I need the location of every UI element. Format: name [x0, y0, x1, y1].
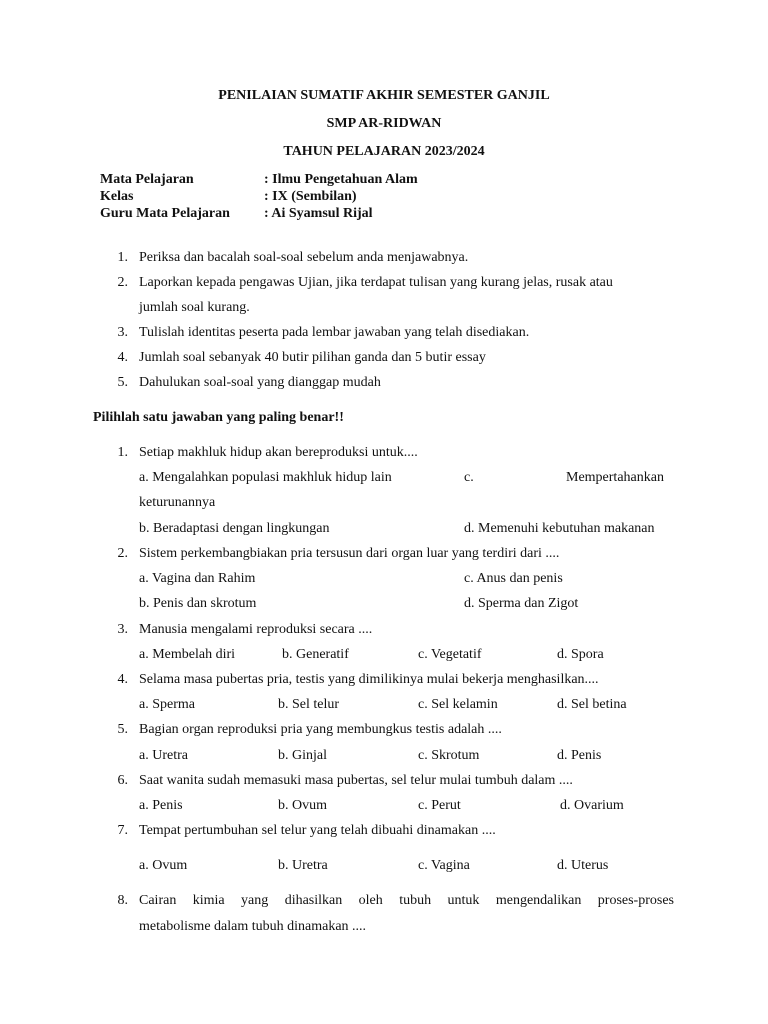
exam-title: PENILAIAN SUMATIF AKHIR SEMESTER GANJIL [218, 88, 550, 103]
question-text: Saat wanita sudah memasuki masa pubertas, sel telur mulai tumbuh dalam .... [139, 773, 573, 788]
option-c: c. Skrotum [418, 748, 480, 763]
option-d: d. Memenuhi kebutuhan makanan [464, 521, 655, 536]
option-d: d. Sperma dan Zigot [464, 596, 579, 611]
identity-block [100, 171, 418, 222]
identity-row-class [100, 188, 418, 205]
question-number: 8. [117, 893, 128, 908]
option-a: a. Ovum [139, 858, 188, 873]
question-number: 3. [117, 622, 128, 637]
question-text: Setiap makhluk hidup akan bereproduksi untuk.... [139, 445, 418, 460]
question-number: 2. [117, 546, 128, 561]
option-d: d. Ovarium [560, 798, 624, 813]
option-b: b. Penis dan skrotum [139, 596, 257, 611]
question-number: 7. [117, 823, 128, 838]
option-d: d. Spora [557, 647, 604, 662]
instruction-text: Laporkan kepada pengawas Ujian, jika terdapat tulisan yang kurang jelas, rusak atau [139, 275, 613, 290]
teacher-value: : Ai Syamsul Rijal [264, 206, 373, 221]
instruction-text: Jumlah soal sebanyak 40 butir pilihan ganda dan 5 butir essay [139, 350, 486, 365]
option-c-letter: c. [464, 470, 474, 485]
section-heading: Pilihlah satu jawaban yang paling benar!! [93, 410, 344, 425]
school-name: SMP AR-RIDWAN [326, 116, 442, 131]
question-text: Tempat pertumbuhan sel telur yang telah dibuahi dinamakan .... [139, 823, 496, 838]
option-a: a. Uretra [139, 748, 188, 763]
instruction-number: 4. [117, 350, 128, 365]
identity-row-subject [100, 171, 418, 188]
option-b: b. Sel telur [278, 697, 340, 712]
option-c: c. Sel kelamin [418, 697, 498, 712]
question-text: Cairan kimia yang dihasilkan oleh tubuh untuk mengendalikan proses-proses [139, 893, 674, 908]
option-b: b. Uretra [278, 858, 328, 873]
teacher-label: Guru Mata Pelajaran [100, 206, 230, 221]
question-number: 1. [117, 445, 128, 460]
question-number: 6. [117, 773, 128, 788]
question-text: Bagian organ reproduksi pria yang membungkus testis adalah .... [139, 722, 502, 737]
instruction-number: 5. [117, 375, 128, 390]
school-year: TAHUN PELAJARAN 2023/2024 [283, 144, 485, 159]
option-b: b. Ginjal [278, 748, 327, 763]
question-text-continued: metabolisme dalam tubuh dinamakan .... [139, 919, 367, 934]
subject-value: : Ilmu Pengetahuan Alam [264, 172, 418, 187]
option-a: a. Penis [139, 798, 183, 813]
instruction-number: 1. [117, 250, 128, 265]
option-a: a. Vagina dan Rahim [139, 571, 256, 586]
question-number: 5. [117, 722, 128, 737]
option-c: c. Vagina [418, 858, 470, 873]
option-a: a. Membelah diri [139, 647, 236, 662]
subject-label: Mata Pelajaran [100, 172, 194, 187]
class-label: Kelas [100, 189, 134, 204]
option-b: b. Generatif [282, 647, 349, 662]
option-c: c. Perut [418, 798, 461, 813]
instruction-text: Periksa dan bacalah soal-soal sebelum anda menjawabnya. [139, 250, 469, 265]
question-text: Manusia mengalami reproduksi secara .... [139, 622, 373, 637]
option-a: a. Sperma [139, 697, 195, 712]
option-d: d. Penis [557, 748, 602, 763]
option-c: c. Vegetatif [418, 647, 482, 662]
option-c: c. Anus dan penis [464, 571, 563, 586]
class-value: : IX (Sembilan) [264, 189, 357, 204]
question-text: Sistem perkembangbiakan pria tersusun dari organ luar yang terdiri dari .... [139, 546, 560, 561]
instruction-number: 2. [117, 275, 128, 290]
instruction-text: Tulislah identitas peserta pada lembar jawaban yang telah disediakan. [139, 325, 530, 340]
question-number: 4. [117, 672, 128, 687]
option-b: b. Beradaptasi dengan lingkungan [139, 521, 330, 536]
option-a: a. Mengalahkan populasi makhluk hidup lain [139, 470, 392, 485]
option-c: Mempertahankan [566, 470, 664, 485]
instruction-number: 3. [117, 325, 128, 340]
option-d: d. Uterus [557, 858, 609, 873]
instruction-text-continued: jumlah soal kurang. [139, 300, 250, 315]
question-text: Selama masa pubertas pria, testis yang dimilikinya mulai bekerja menghasilkan.... [139, 672, 599, 687]
option-c-continued: keturunannya [139, 495, 216, 510]
instruction-text: Dahulukan soal-soal yang dianggap mudah [139, 375, 381, 390]
identity-row-teacher [100, 205, 418, 222]
option-d: d. Sel betina [557, 697, 627, 712]
option-b: b. Ovum [278, 798, 327, 813]
